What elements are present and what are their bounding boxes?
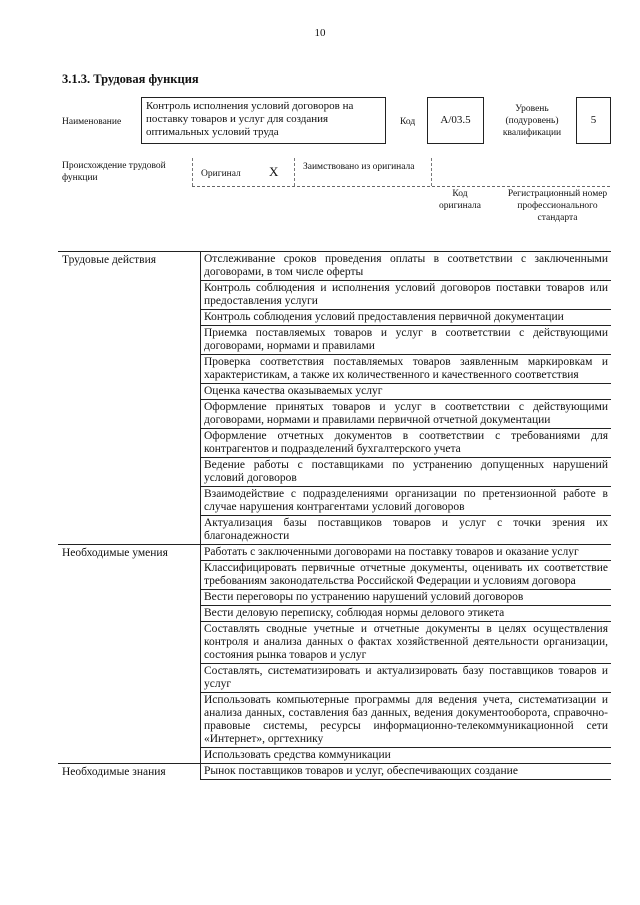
section-category: Трудовые действия: [58, 252, 201, 545]
code-label: Код: [400, 117, 416, 127]
function-name-value: Контроль исполнения условий договоров на поставку товаров и услуг для создания оптимальных условий труда: [146, 100, 354, 138]
borrowed-label: Заимствовано из оригинала: [303, 162, 415, 172]
function-table: [58, 251, 611, 780]
table-cell-item: Вести деловую переписку, соблюдая нормы делового этикета: [201, 606, 612, 622]
table-cell-item: Приемка поставляемых товаров и услуг в соответствии с действующими договорами, нормами и правилами: [201, 326, 612, 355]
table-cell-item: Оформление отчетных документов в соответствии с требованиями для контрагентов и подразделений бухгалтерского учета: [201, 429, 612, 458]
origin-underline: [192, 186, 610, 187]
origin-divider-2: [294, 158, 295, 186]
table-cell-item: Рынок поставщиков товаров и услуг, обеспечивающих создание: [201, 764, 612, 780]
original-label: Оригинал: [201, 169, 241, 179]
code-value: A/03.5: [440, 114, 471, 126]
section-category: Необходимые знания: [58, 764, 201, 780]
level-value: 5: [590, 114, 597, 126]
table-row: [58, 252, 611, 281]
table-cell-item: Составлять сводные учетные и отчетные документы в целях осуществления контроля и анализа данных о фактах хозяйственной деятельности организации, состояния рынка товаров и услуг: [201, 622, 612, 664]
origin-divider-1: [192, 158, 193, 186]
page-number: 10: [314, 27, 326, 39]
section-title: 3.1.3. Трудовая функция: [62, 72, 199, 86]
table-cell-item: Использовать компьютерные программы для ведения учета, систематизации и анализа данных, составления баз данных, ведения документооборота, справочно-правовые системы, ресурсы информационно-телекоммуникационной сети «Интернет», оргтехнику: [201, 693, 612, 748]
table-cell-item: Ведение работы с поставщиками по устранению допущенных нарушений условий договоров: [201, 458, 612, 487]
table-cell-item: Работать с заключенными договорами на поставку товаров и оказание услуг: [201, 545, 612, 561]
table-cell-item: Проверка соответствия поставляемых товаров заявленным маркировкам и характеристикам, а также их количественного и качественного соответствия: [201, 355, 612, 384]
level-label: Уровень (подуровень) квалификации: [502, 104, 562, 138]
table-cell-item: Контроль соблюдения и исполнения условий договоров поставки товаров или предоставления услуги: [201, 281, 612, 310]
table-cell-item: Взаимодействие с подразделениями организации по претензионной работе в случае нарушения контрагентами условий договоров: [201, 487, 612, 516]
table-cell-item: Вести переговоры по устранению нарушений условий договоров: [201, 590, 612, 606]
reg-number-label: Регистрационный номер профессионального стандарта: [507, 189, 608, 223]
table-cell-item: Отслеживание сроков проведения оплаты в соответствии с заключенными договорами, в том числе оферты: [201, 252, 612, 281]
code-original-label: Код оригинала: [439, 189, 481, 211]
function-name-box: [141, 97, 386, 144]
table-row: [58, 545, 611, 561]
original-mark: X: [269, 164, 279, 179]
table-cell-item: Контроль соблюдения условий предоставления первичной документации: [201, 310, 612, 326]
origin-divider-3: [431, 158, 432, 186]
table-cell-item: Оформление принятых товаров и услуг в соответствии с действующими договорами, нормами и правилами первичной отчетной документации: [201, 400, 612, 429]
section-category: Необходимые умения: [58, 545, 201, 764]
table-cell-item: Составлять, систематизировать и актуализировать базу поставщиков товаров и услуг: [201, 664, 612, 693]
name-label: Наименование: [62, 117, 122, 127]
table-cell-item: Классифицировать первичные отчетные документы, оценивать их соответствие требованиям законодательства Российской Федерации и условиям договора: [201, 561, 612, 590]
table-cell-item: Актуализация базы поставщиков товаров и услуг с точки зрения их благонадежности: [201, 516, 612, 545]
code-box: [427, 97, 484, 144]
table-cell-item: Оценка качества оказываемых услуг: [201, 384, 612, 400]
level-box: [576, 97, 611, 144]
table-cell-item: Использовать средства коммуникации: [201, 748, 612, 764]
table-row: [58, 764, 611, 780]
origin-label: Происхождение трудовой функции: [62, 161, 166, 183]
